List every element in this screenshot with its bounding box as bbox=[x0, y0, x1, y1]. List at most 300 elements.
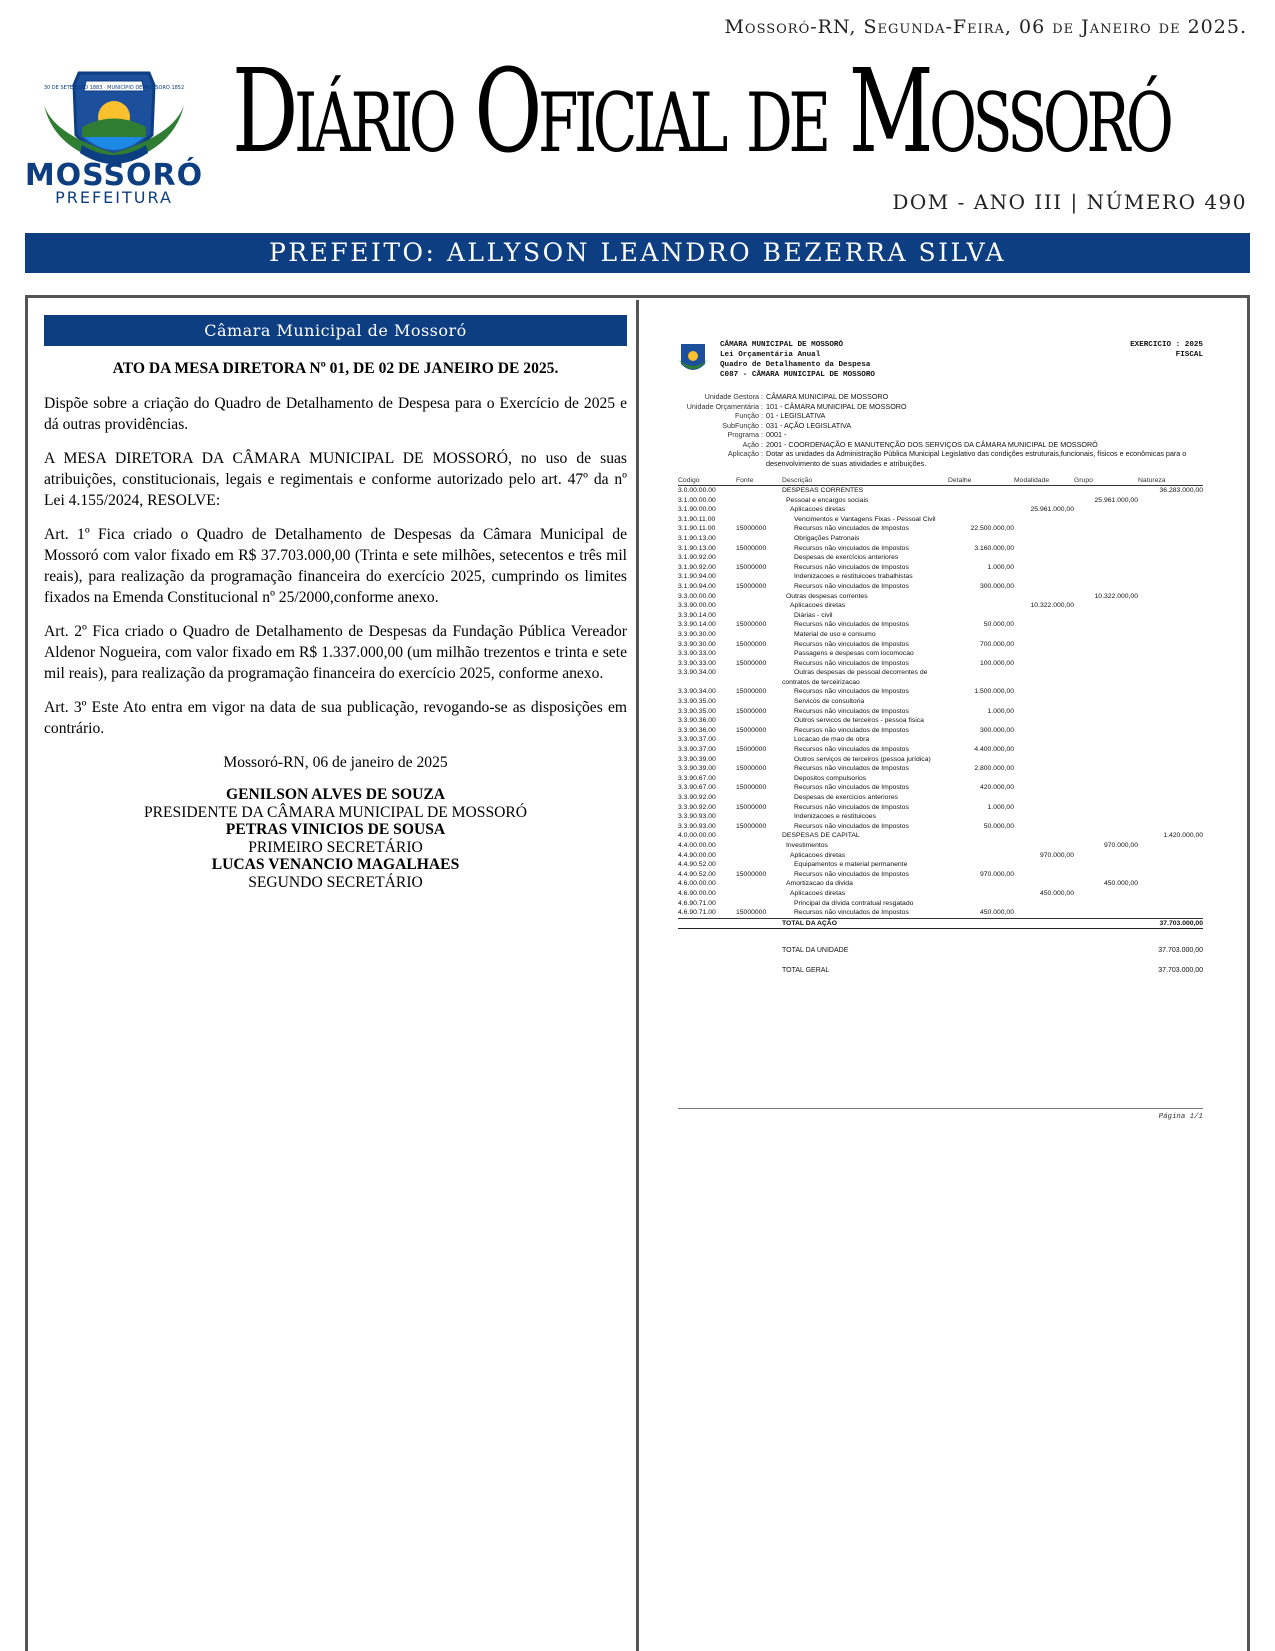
table-cell bbox=[1014, 486, 1074, 496]
table-cell: 300.000,00 bbox=[979, 582, 1014, 590]
doc-footer-line bbox=[678, 1108, 1203, 1109]
table-cell: 450.000,00 bbox=[1039, 889, 1074, 897]
table-row bbox=[678, 572, 1203, 582]
table-cell: Recursos não vinculados de Impostos bbox=[794, 909, 909, 917]
table-cell bbox=[948, 841, 1014, 851]
signature-role: PRIMEIRO SECRETÁRIO bbox=[248, 838, 423, 856]
table-cell bbox=[1138, 735, 1203, 745]
doc-header-right bbox=[1130, 340, 1203, 360]
table-cell bbox=[1074, 716, 1138, 726]
table-cell: Outros servicos de terceiros - pessoa fisica bbox=[794, 717, 924, 725]
table-cell bbox=[1138, 515, 1203, 525]
column-divider bbox=[636, 300, 639, 1651]
table-cell bbox=[1074, 899, 1138, 909]
table-row bbox=[678, 831, 1203, 841]
table-cell: 15000000 bbox=[736, 582, 767, 590]
table-cell bbox=[948, 793, 1014, 803]
table-cell: 3.3.90.35.00 bbox=[678, 707, 716, 715]
table-cell: 15000000 bbox=[736, 640, 767, 648]
table-cell bbox=[948, 774, 1014, 784]
table-cell bbox=[1074, 601, 1138, 611]
table-cell bbox=[1138, 841, 1203, 851]
table-cell: 1.000,00 bbox=[987, 563, 1014, 571]
doc-info-row bbox=[678, 421, 1203, 431]
table-cell bbox=[736, 851, 782, 861]
table-cell: 15000000 bbox=[736, 870, 767, 878]
table-cell bbox=[948, 649, 1014, 659]
act-title: ATO DA MESA DIRETORA Nº 01, DE 02 DE JANEIRO DE 2025. bbox=[112, 360, 559, 377]
table-cell: 25.961.000,00 bbox=[1094, 496, 1138, 504]
table-row bbox=[678, 889, 1203, 899]
table-cell bbox=[1014, 592, 1074, 602]
doc-header bbox=[678, 340, 1203, 382]
table-cell: 15000000 bbox=[736, 688, 767, 696]
total-acao-label: TOTAL DA AÇÃO bbox=[782, 918, 948, 929]
table-cell bbox=[1074, 735, 1138, 745]
table-cell bbox=[1014, 899, 1074, 909]
table-cell bbox=[1138, 582, 1203, 592]
table-cell: Recursos não vinculados de Impostos bbox=[794, 640, 909, 648]
table-cell bbox=[1074, 803, 1138, 813]
table-cell bbox=[1138, 879, 1203, 889]
col-header: Grupo bbox=[1074, 476, 1138, 486]
table-row bbox=[678, 908, 1203, 918]
fiscal-label: FISCAL bbox=[1175, 351, 1203, 359]
table-cell bbox=[736, 668, 782, 678]
table-cell bbox=[736, 601, 782, 611]
table-cell: 1.000,00 bbox=[987, 707, 1014, 715]
doc-head-line: Quadro de Detalhamento da Despesa bbox=[720, 361, 871, 369]
table-cell bbox=[736, 534, 782, 544]
table-row bbox=[678, 582, 1203, 592]
table-cell bbox=[1138, 524, 1203, 534]
table-cell bbox=[1074, 745, 1138, 755]
table-cell bbox=[1074, 755, 1138, 765]
table-cell bbox=[1138, 659, 1203, 669]
table-cell bbox=[1138, 755, 1203, 765]
table-cell: Principal da dívida contratual resgatado bbox=[794, 899, 914, 907]
table-cell bbox=[736, 755, 782, 765]
table-cell bbox=[948, 572, 1014, 582]
table-cell bbox=[948, 515, 1014, 525]
table-cell: 450.000,00 bbox=[1103, 880, 1138, 888]
table-cell bbox=[1138, 783, 1203, 793]
table-cell: 4.400.000,00 bbox=[974, 746, 1014, 754]
table-row bbox=[678, 841, 1203, 851]
table-cell: Recursos não vinculados de Impostos bbox=[794, 621, 909, 629]
table-cell: 50.000,00 bbox=[983, 621, 1014, 629]
table-cell: 3.3.90.92.00 bbox=[678, 803, 716, 811]
table-cell bbox=[1138, 851, 1203, 861]
doc-info-label: Aplicação : bbox=[727, 449, 763, 458]
table-cell: 25.961.000,00 bbox=[1030, 506, 1074, 514]
signature-name: PETRAS VINICIOS DE SOUSA bbox=[225, 821, 446, 838]
table-cell bbox=[1014, 755, 1074, 765]
table-cell: 3.0.00.00.00 bbox=[678, 487, 716, 494]
act-text bbox=[44, 358, 627, 891]
table-cell: 4.6.90.71.00 bbox=[678, 909, 716, 917]
table-cell bbox=[736, 841, 782, 851]
total-acao-row bbox=[678, 918, 1203, 929]
table-cell bbox=[1138, 553, 1203, 563]
table-row bbox=[678, 687, 1203, 697]
table-cell: 420.000,00 bbox=[979, 784, 1014, 792]
table-cell: 3.1.90.11.00 bbox=[678, 515, 716, 523]
table-cell bbox=[736, 697, 782, 707]
table-cell bbox=[1138, 496, 1203, 506]
table-cell: 3.3.90.14.00 bbox=[678, 621, 716, 629]
table-cell bbox=[1074, 649, 1138, 659]
table-row bbox=[678, 534, 1203, 544]
table-cell bbox=[1074, 687, 1138, 697]
table-cell bbox=[736, 879, 782, 889]
table-cell bbox=[1014, 515, 1074, 525]
table-row bbox=[678, 649, 1203, 659]
table-cell bbox=[1138, 870, 1203, 880]
table-cell: Pessoal e encargos sociais bbox=[786, 496, 869, 504]
table-cell bbox=[1074, 793, 1138, 803]
table-cell: 3.3.90.33.00 bbox=[678, 659, 716, 667]
table-cell: 3.3.90.67.00 bbox=[678, 784, 716, 792]
total-unidade-label: TOTAL DA UNIDADE bbox=[782, 947, 849, 955]
table-cell: Equipamentos e material permanente bbox=[794, 861, 908, 869]
total-geral-value: 37.703.000,00 bbox=[1158, 967, 1203, 975]
table-cell: Locacao de mao de obra bbox=[794, 736, 870, 744]
table-row bbox=[678, 860, 1203, 870]
doc-info-value: Dotar as unidades da Administração Pública Municipal Legislativo das condições estruturais,funcionais, físicos e econômicas para o desenvolvimento de suas atividades e atribuições. bbox=[766, 449, 1187, 468]
table-row bbox=[678, 544, 1203, 554]
table-cell bbox=[948, 668, 1014, 678]
table-cell bbox=[1138, 822, 1203, 832]
table-cell bbox=[1014, 668, 1074, 678]
table-cell bbox=[736, 774, 782, 784]
table-row bbox=[678, 812, 1203, 822]
table-row bbox=[678, 668, 1203, 678]
table-row bbox=[678, 697, 1203, 707]
budget-table bbox=[678, 476, 1203, 929]
table-cell: 3.1.90.94.00 bbox=[678, 582, 716, 590]
table-cell: 2.800.000,00 bbox=[974, 765, 1014, 773]
doc-head-line: Lei Orçamentária Anual bbox=[720, 351, 821, 359]
table-cell: 3.1.90.13.00 bbox=[678, 534, 716, 542]
table-cell bbox=[736, 812, 782, 822]
table-cell bbox=[736, 649, 782, 659]
table-cell: 3.3.90.93.00 bbox=[678, 822, 716, 830]
table-cell: Depositos compulsorios bbox=[794, 774, 867, 782]
exercicio-label: EXERCICIO : 2025 bbox=[1130, 341, 1203, 349]
table-row bbox=[678, 496, 1203, 506]
table-cell bbox=[1014, 697, 1074, 707]
table-cell bbox=[1074, 774, 1138, 784]
table-cell: 3.1.90.13.00 bbox=[678, 544, 716, 552]
table-cell: contratos de terceirizacao bbox=[782, 678, 860, 686]
table-cell bbox=[948, 851, 1014, 861]
total-acao-value: 37.703.000,00 bbox=[1138, 918, 1203, 929]
act-paragraph: Art. 2º Fica criado o Quadro de Detalhamento de Despesas da Fundação Pública Vereador Aldenor Nogueira, com valor fixado em R$ 1.337.000,00 (um milhão trezentos e trinta e sete mil reais), para realização da programação financeira do exercício 2025, conforme anexo. bbox=[44, 623, 627, 682]
table-cell: 3.1.90.94.00 bbox=[678, 573, 716, 581]
table-cell bbox=[736, 505, 782, 515]
table-cell bbox=[1014, 659, 1074, 669]
table-cell: 1.500.000,00 bbox=[974, 688, 1014, 696]
col-header: Natureza bbox=[1138, 476, 1203, 486]
table-cell bbox=[1138, 505, 1203, 515]
table-cell: 15000000 bbox=[736, 746, 767, 754]
col-header: Codigo bbox=[678, 476, 736, 486]
table-cell bbox=[948, 831, 1014, 841]
table-cell: Material de uso e consumo bbox=[794, 630, 876, 638]
table-cell: DESPESAS CORRENTES bbox=[782, 487, 864, 494]
table-cell: Recursos não vinculados de Impostos bbox=[794, 765, 909, 773]
table-cell: Despesas de exercicios anteriores bbox=[794, 794, 898, 801]
table-row bbox=[678, 726, 1203, 736]
table-cell: Recursos não vinculados de Impostos bbox=[794, 707, 909, 715]
table-cell bbox=[1014, 687, 1074, 697]
col-header: Modalidade bbox=[1014, 476, 1074, 486]
table-cell: Recursos não vinculados de Impostos bbox=[794, 784, 909, 792]
table-cell: 3.1.90.11.00 bbox=[678, 525, 716, 533]
table-cell: 3.3.90.36.00 bbox=[678, 726, 716, 734]
doc-info-row bbox=[678, 449, 1203, 468]
logo-title: MOSSORÓ bbox=[24, 158, 204, 193]
table-cell bbox=[1014, 735, 1074, 745]
table-cell: 36.283.000,00 bbox=[1159, 487, 1203, 494]
table-cell: 3.3.90.39.00 bbox=[678, 755, 716, 763]
table-cell: 970.000,00 bbox=[1103, 841, 1138, 849]
table-cell bbox=[1014, 793, 1074, 803]
table-body bbox=[678, 486, 1203, 919]
table-cell bbox=[736, 553, 782, 563]
table-cell bbox=[1074, 611, 1138, 621]
table-cell: Outros serviços de terceiros (pessoa jurídica) bbox=[794, 755, 931, 763]
table-cell: 15000000 bbox=[736, 784, 767, 792]
table-cell bbox=[1138, 908, 1203, 918]
table-cell bbox=[1014, 870, 1074, 880]
act-paragraph: Art. 3º Este Ato entra em vigor na data de sua publicação, revogando-se as disposições em contrário. bbox=[44, 699, 627, 737]
table-cell bbox=[736, 831, 782, 841]
table-cell bbox=[1138, 812, 1203, 822]
table-cell bbox=[1074, 544, 1138, 554]
table-cell: Amortizacao da divida bbox=[786, 880, 853, 888]
table-cell bbox=[1074, 812, 1138, 822]
table-row bbox=[678, 592, 1203, 602]
table-cell: 1.420.000,00 bbox=[1163, 832, 1203, 840]
table-cell: 3.1.90.92.00 bbox=[678, 554, 716, 562]
table-cell bbox=[948, 755, 1014, 765]
table-cell bbox=[1138, 687, 1203, 697]
table-cell bbox=[1074, 678, 1138, 688]
table-cell bbox=[736, 611, 782, 621]
table-cell bbox=[1138, 640, 1203, 650]
table-cell bbox=[948, 899, 1014, 909]
table-cell: 450.000,00 bbox=[979, 909, 1014, 917]
table-cell: 3.3.90.34.00 bbox=[678, 688, 716, 696]
table-cell: Investimentos bbox=[786, 841, 828, 849]
table-cell bbox=[1074, 515, 1138, 525]
table-cell: Servicos de consultoria bbox=[794, 698, 865, 706]
table-row bbox=[678, 764, 1203, 774]
table-cell bbox=[1074, 486, 1138, 496]
table-cell bbox=[1074, 524, 1138, 534]
table-cell bbox=[1014, 544, 1074, 554]
table-cell: 3.160.000,00 bbox=[974, 544, 1014, 552]
table-cell: DESPESAS DE CAPITAL bbox=[782, 832, 860, 840]
table-cell bbox=[1014, 572, 1074, 582]
table-cell: 4.4.90.52.00 bbox=[678, 870, 716, 878]
table-cell bbox=[1138, 764, 1203, 774]
table-cell bbox=[1014, 822, 1074, 832]
table-cell: 4.4.90.52.00 bbox=[678, 861, 716, 869]
table-row bbox=[678, 793, 1203, 803]
table-cell: 3.3.90.00.00 bbox=[678, 602, 716, 610]
table-cell: Recursos não vinculados de Impostos bbox=[794, 870, 909, 878]
table-cell bbox=[1138, 649, 1203, 659]
table-cell bbox=[1014, 611, 1074, 621]
logo-subtitle: PREFEITURA bbox=[55, 188, 173, 207]
table-cell bbox=[1014, 764, 1074, 774]
table-cell: 3.3.90.37.00 bbox=[678, 746, 716, 754]
table-row bbox=[678, 822, 1203, 832]
table-cell: 3.3.90.92.00 bbox=[678, 794, 716, 801]
table-cell bbox=[1074, 553, 1138, 563]
table-cell: 15000000 bbox=[736, 563, 767, 571]
doc-info-value: 031 - AÇÃO LEGISLATIVA bbox=[766, 420, 852, 430]
table-cell: 3.3.00.00.00 bbox=[678, 592, 716, 600]
table-row bbox=[678, 678, 1203, 688]
table-cell bbox=[1074, 630, 1138, 640]
table-cell: 700.000,00 bbox=[979, 640, 1014, 648]
table-cell: 1.000,00 bbox=[987, 803, 1014, 811]
table-cell bbox=[1138, 860, 1203, 870]
table-cell bbox=[1014, 908, 1074, 918]
svg-text:30 DE SETEMBRO 1883 · MUNICÍPI: 30 DE SETEMBRO 1883 · MUNICÍPIO DE MOSSORÓ 1852 bbox=[43, 85, 185, 91]
table-cell bbox=[1014, 534, 1074, 544]
act-paragraph: Art. 1º Fica criado o Quadro de Detalhamento de Despesas da Câmara Municipal de Mossoró com valor fixado em R$ 37.703.000,00 (Trinta e sete milhões, setecentos e três mil reais), para realização da programação financeira do exercício 2025, cumprindo os limites fixados na Emenda Constitucional nº 25/2000,conforme anexo. bbox=[44, 526, 627, 606]
table-cell: Aplicacoes diretas bbox=[790, 851, 846, 859]
table-cell bbox=[736, 572, 782, 582]
table-cell: 3.1.00.00.00 bbox=[678, 496, 716, 504]
table-cell bbox=[678, 678, 736, 688]
table-cell: Recursos não vinculados de Impostos bbox=[794, 688, 909, 696]
table-cell bbox=[736, 678, 782, 688]
table-cell: 15000000 bbox=[736, 707, 767, 715]
table-cell bbox=[1014, 563, 1074, 573]
totals-block bbox=[678, 929, 1203, 989]
table-cell bbox=[1014, 831, 1074, 841]
table-cell bbox=[1014, 640, 1074, 650]
table-row bbox=[678, 524, 1203, 534]
doc-info-label: Unidade Orçamentária : bbox=[686, 401, 763, 411]
table-cell bbox=[1074, 668, 1138, 678]
table-row bbox=[678, 659, 1203, 669]
table-cell bbox=[1074, 534, 1138, 544]
table-cell bbox=[1014, 841, 1074, 851]
table-cell bbox=[736, 486, 782, 496]
table-cell bbox=[736, 793, 782, 803]
table-row bbox=[678, 505, 1203, 515]
table-cell bbox=[1014, 678, 1074, 688]
table-row bbox=[678, 879, 1203, 889]
table-cell bbox=[1138, 716, 1203, 726]
table-cell bbox=[948, 486, 1014, 496]
table-cell bbox=[1014, 620, 1074, 630]
table-cell bbox=[1138, 630, 1203, 640]
doc-info-row bbox=[678, 440, 1203, 450]
table-cell: 15000000 bbox=[736, 822, 767, 830]
table-cell bbox=[736, 515, 782, 525]
table-cell bbox=[1138, 889, 1203, 899]
table-cell: Vencimentos e Vantagens Fixas - Pessoal Civil bbox=[794, 515, 936, 523]
table-cell bbox=[1074, 860, 1138, 870]
table-cell bbox=[736, 735, 782, 745]
total-geral-label: TOTAL GERAL bbox=[782, 967, 830, 975]
table-cell: 970.000,00 bbox=[979, 870, 1014, 878]
table-cell: 4.0.00.00.00 bbox=[678, 832, 716, 840]
table-cell bbox=[1074, 659, 1138, 669]
table-cell: 3.3.90.34.00 bbox=[678, 669, 716, 677]
table-cell bbox=[1138, 601, 1203, 611]
table-cell: 300.000,00 bbox=[979, 726, 1014, 734]
table-cell: Despesas de exercícios anteriores bbox=[794, 554, 899, 562]
place-date: Mossoró-RN, 06 de janeiro de 2025 bbox=[223, 754, 448, 771]
table-cell: 970.000,00 bbox=[1039, 851, 1074, 859]
act-paragraph: Dispõe sobre a criação do Quadro de Detalhamento de Despesa para o Exercício de 2025 e dá outras providências. bbox=[44, 395, 627, 433]
table-row bbox=[678, 486, 1203, 496]
table-cell: 3.3.90.67.00 bbox=[678, 774, 716, 782]
doc-info-label: Unidade Gestora : bbox=[704, 392, 763, 401]
table-cell bbox=[736, 860, 782, 870]
table-cell bbox=[736, 889, 782, 899]
masthead-title: Diário Oficial de Mossoró bbox=[232, 45, 1170, 179]
table-cell bbox=[736, 592, 782, 602]
table-cell bbox=[948, 735, 1014, 745]
table-cell: Diárias - civil bbox=[794, 611, 833, 619]
table-cell bbox=[1014, 783, 1074, 793]
table-cell: 4.6.00.00.00 bbox=[678, 880, 716, 888]
table-cell: 15000000 bbox=[736, 659, 767, 667]
table-row bbox=[678, 563, 1203, 573]
table-cell: 15000000 bbox=[736, 909, 767, 917]
doc-info-value: 01 - LEGISLATIVA bbox=[766, 411, 826, 420]
table-cell bbox=[948, 496, 1014, 506]
table-cell: 3.3.90.39.00 bbox=[678, 765, 716, 773]
doc-info-row bbox=[678, 411, 1203, 421]
table-cell bbox=[1014, 582, 1074, 592]
table-cell bbox=[1074, 640, 1138, 650]
table-cell: 4.4.90.00.00 bbox=[678, 851, 716, 859]
table-cell: 3.1.90.92.00 bbox=[678, 563, 716, 571]
table-cell bbox=[1014, 726, 1074, 736]
table-cell bbox=[1138, 899, 1203, 909]
table-cell bbox=[1074, 563, 1138, 573]
table-cell bbox=[1014, 649, 1074, 659]
table-cell: Indenizacoes e restituicoes bbox=[794, 813, 876, 821]
col-header: Fonte bbox=[736, 476, 782, 486]
table-cell bbox=[1074, 620, 1138, 630]
table-cell: 10.322.000,00 bbox=[1094, 592, 1138, 600]
table-cell bbox=[1014, 524, 1074, 534]
table-cell: 3.3.90.30.00 bbox=[678, 630, 716, 638]
table-cell: Recursos não vinculados de Impostos bbox=[794, 582, 909, 590]
table-cell: Outras despesas de pessoal decorrentes de bbox=[794, 669, 928, 677]
doc-info-label: Ação : bbox=[742, 439, 763, 449]
table-cell bbox=[1138, 707, 1203, 717]
col-header: Detalhe bbox=[948, 476, 1014, 486]
table-cell: Aplicacoes diretas bbox=[790, 602, 846, 610]
doc-info-value: 2001 - COORDENAÇÃO E MANUTENÇÃO DOS SERVIÇOS DA CÂMARA MUNICIPAL DE MOSSORÓ bbox=[766, 439, 1098, 449]
issue-number: DOM - ANO III | NÚMERO 490 bbox=[892, 190, 1247, 214]
table-cell bbox=[1074, 697, 1138, 707]
table-row bbox=[678, 870, 1203, 880]
